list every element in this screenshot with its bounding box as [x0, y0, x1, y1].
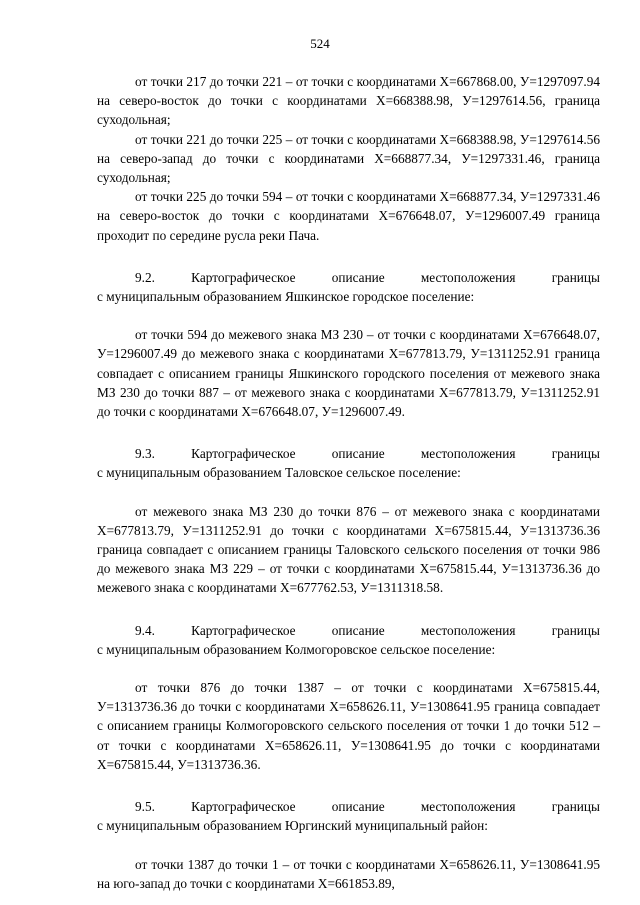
section-number: 9.2. — [135, 269, 155, 285]
section-heading — [97, 444, 600, 482]
heading-line: с муниципальным образованием Таловское сельское поселение: — [97, 465, 461, 481]
paragraph: от точки 217 до точки 221 – от точки с координатами Х=667868.00, У=1297097.94 на северо-восток до точки с координатами Х=668388.98, У=1297614.56, граница суходольная; — [97, 74, 600, 128]
heading-word: границы — [551, 622, 600, 638]
heading-word: описание — [331, 446, 385, 462]
heading-word: границы — [551, 269, 600, 285]
heading-line: с муниципальным образованием Колмогоровское сельское поселение: — [97, 641, 496, 657]
section-heading — [97, 268, 600, 306]
section-heading — [97, 797, 600, 835]
heading-word: границы — [551, 446, 600, 462]
document-body — [97, 72, 600, 893]
heading-word: местоположения — [420, 269, 516, 285]
heading-line: с муниципальным образованием Яшкинское городское поселение: — [97, 289, 475, 305]
paragraph: от точки 876 до точки 1387 – от точки с координатами Х=675815.44, У=1313736.36 до точки с координатами Х=658626.11, У=1308641.95 граница совпадает с описанием границы Колмогоровского сельского поселения от точки 1 до точки 512 – от точки с координатами Х=658626.11, У=1308641.95 до точки с координатами Х=675815.44, У=1313736.36. — [97, 680, 600, 772]
paragraph: от точки 225 до точки 594 – от точки с координатами Х=668877.34, У=1297331.46 на северо-восток до точки с координатами Х=676648.07, У=1296007.49 граница проходит по середине русла реки Пача. — [97, 189, 600, 243]
heading-word: описание — [331, 622, 385, 638]
heading-word: Картографическое — [191, 799, 296, 815]
heading-word: Картографическое — [191, 622, 296, 638]
heading-word: описание — [331, 799, 385, 815]
page-number: 524 — [310, 36, 330, 51]
heading-line: с муниципальным образованием Юргинский муниципальный район: — [97, 818, 488, 834]
paragraph: от точки 594 до межевого знака МЗ 230 – от точки с координатами Х=676648.07, У=1296007.49 до межевого знака с координатами Х=677813.79, У=1311252.91 граница совпадает с описанием границы Яшкинского городского поселения от межевого знака МЗ 230 до точки 887 – от межевого знака с координатами Х=677813.79, У=1311252.91 до точки с координатами Х=676648.07, У=1296007.49. — [97, 327, 600, 420]
paragraph: от точки 221 до точки 225 – от точки с координатами Х=668388.98, У=1297614.56 на северо-запад до точки с координатами Х=668877.34, У=1297331.46, граница суходольная; — [97, 131, 600, 186]
heading-word: местоположения — [420, 622, 516, 638]
paragraph: от межевого знака МЗ 230 до точки 876 – от межевого знака с координатами Х=677813.79, У=1311252.91 до точки с координатами Х=675815.44, У=1313736.36 граница совпадает с описанием границы Таловского сельского поселения от точки 986 до межевого знака МЗ 229 – от точки с координатами Х=675815.44, У=1313736.36 до межевого знака с координатами Х=677762.53, У=1311318.58. — [97, 503, 600, 596]
heading-word: Картографическое — [191, 269, 296, 285]
heading-word: описание — [331, 269, 385, 285]
heading-word: местоположения — [420, 446, 516, 462]
section-number: 9.5. — [135, 799, 155, 815]
section-number: 9.4. — [135, 622, 155, 638]
heading-word: границы — [551, 799, 600, 815]
section-heading — [97, 621, 600, 659]
heading-word: Картографическое — [191, 446, 296, 462]
section-number: 9.3. — [135, 446, 155, 462]
paragraph: от точки 1387 до точки 1 – от точки с координатами Х=658626.11, У=1308641.95 на юго-запад до точки с координатами Х=661853.89, — [97, 856, 600, 891]
heading-word: местоположения — [420, 799, 516, 815]
